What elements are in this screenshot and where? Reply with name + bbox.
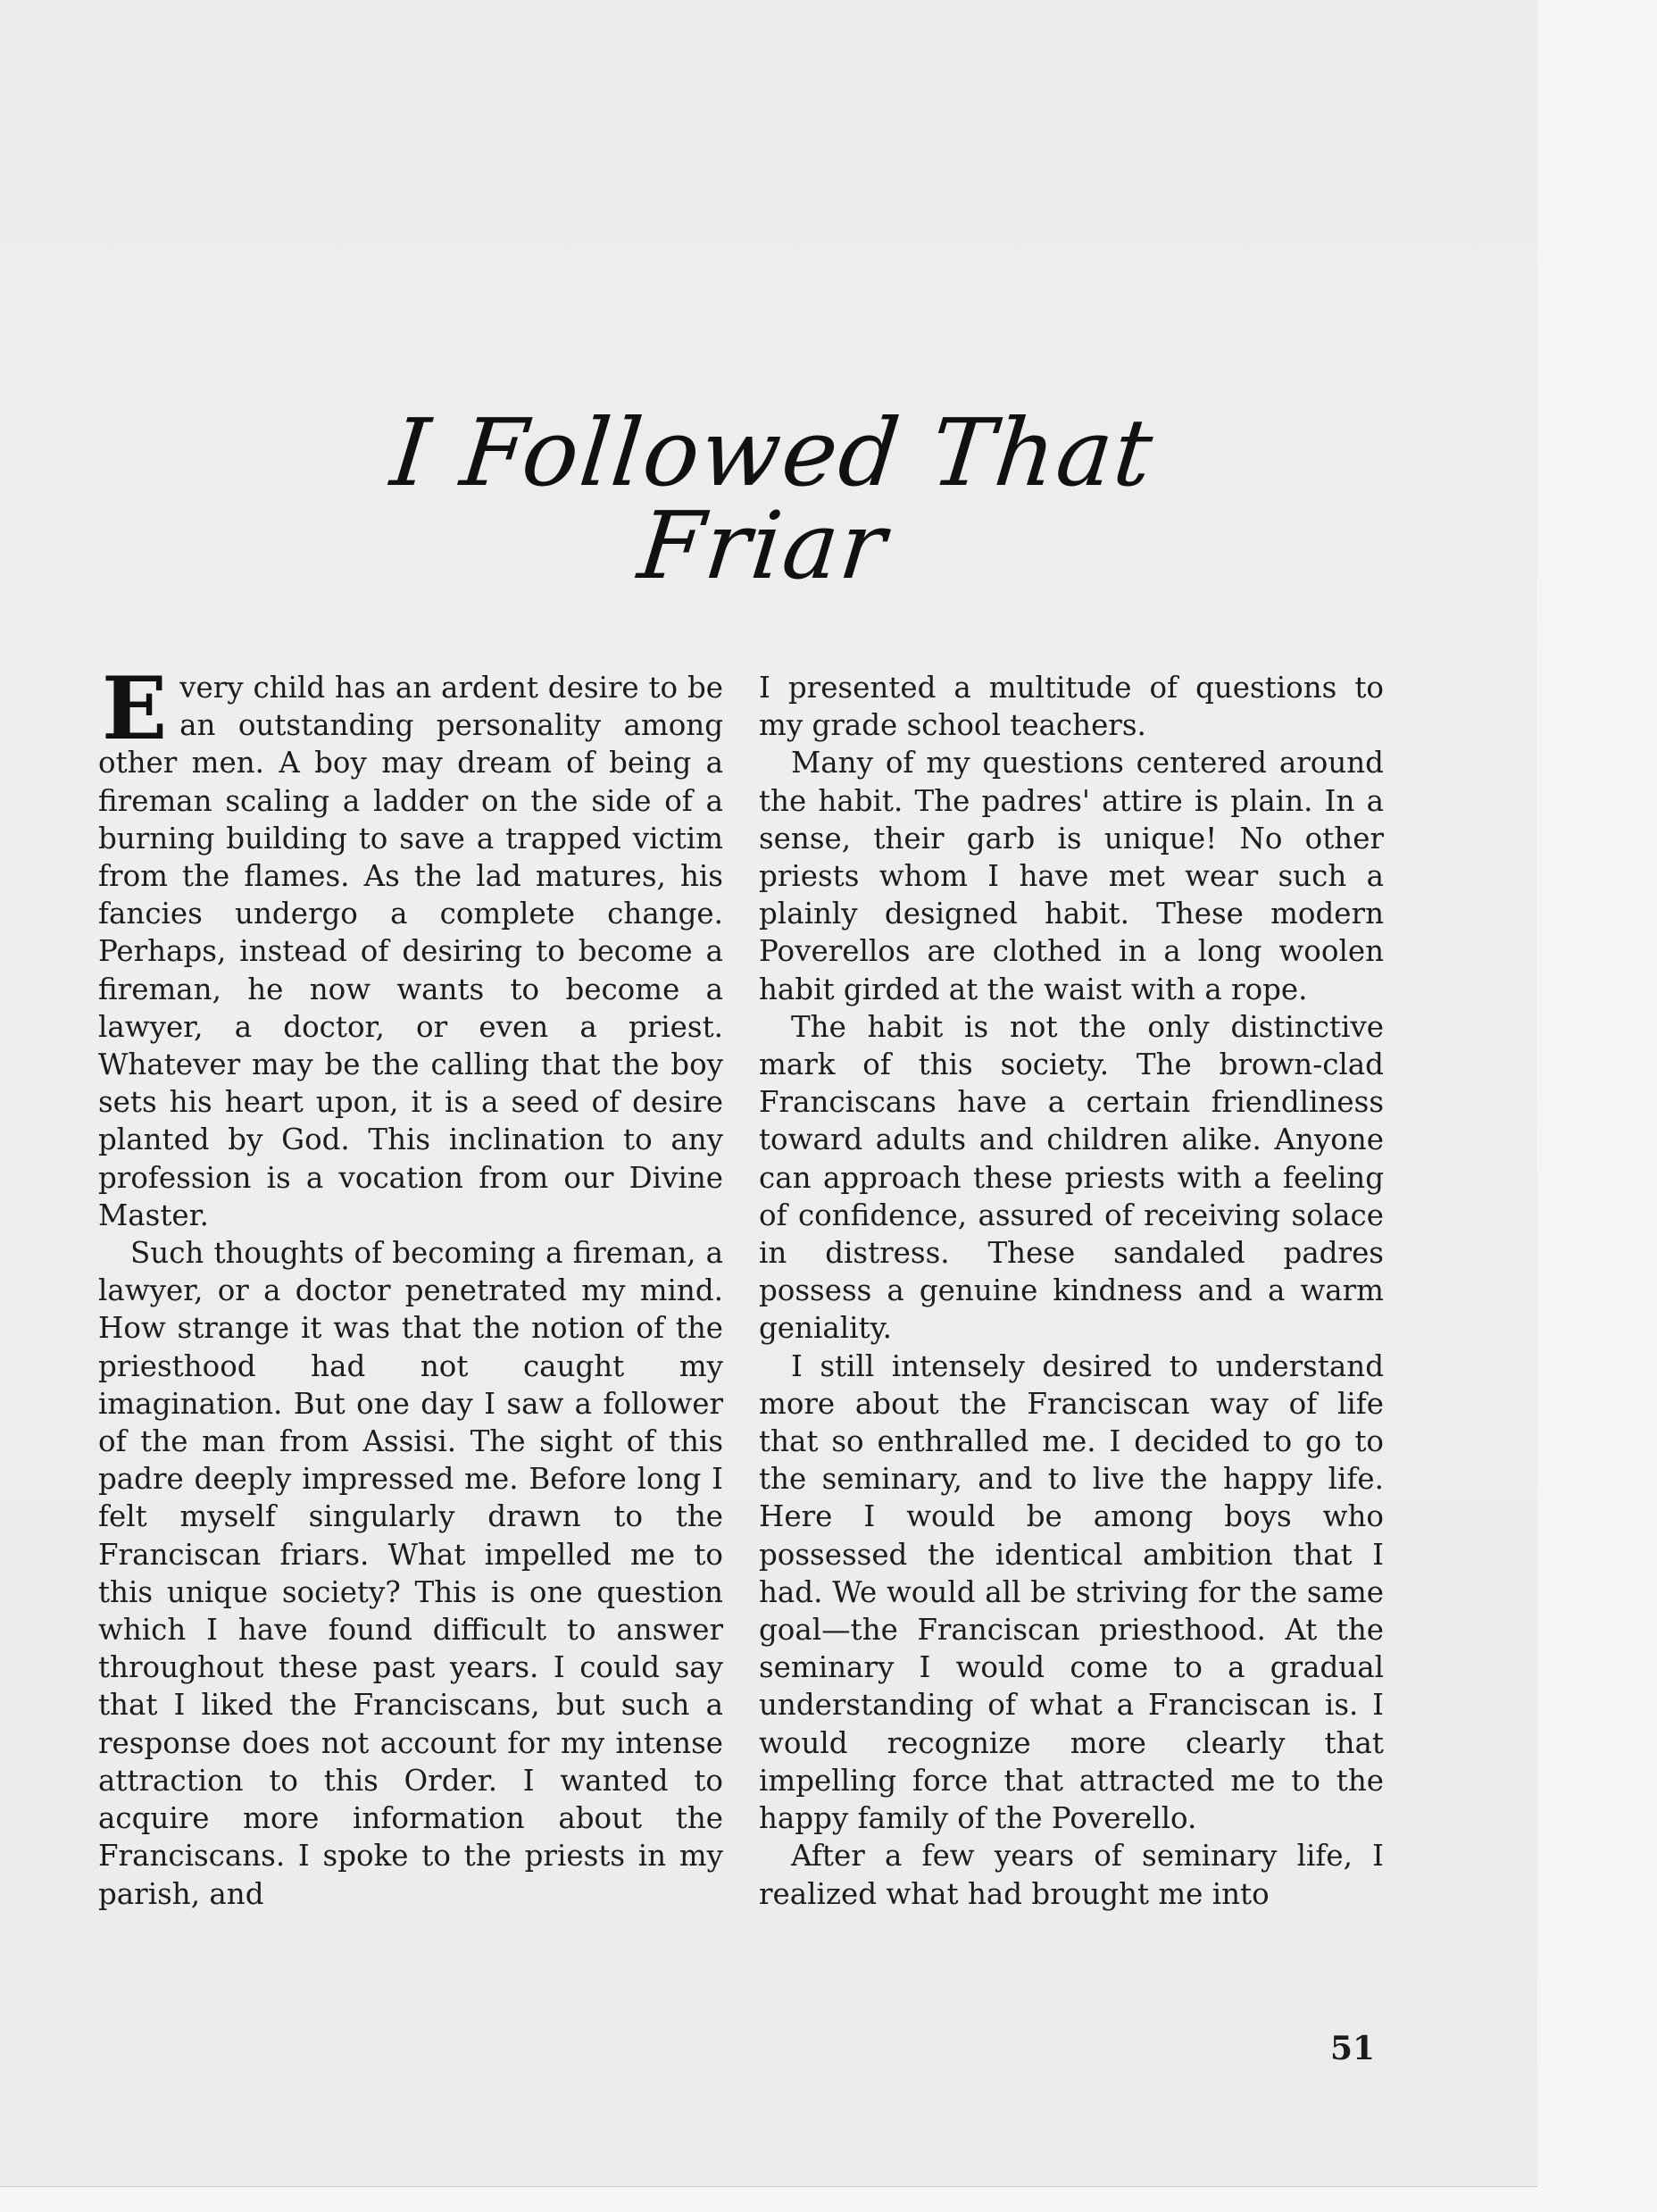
paragraph-4: The habit is not the only distinctive mark of this society. The brown-clad Franciscans have a certain friendliness toward adults and children alike. Anyone can approach these priests with a feeling of confidence, assured of receiving solace in distress. These sandaled padres possess a genuine kindness and a warm geniality. — [759, 1009, 1384, 1346]
page-number: 51 — [1330, 2030, 1376, 2067]
article-title: I Followed That Friar — [386, 398, 1160, 600]
right-column — [759, 669, 1384, 1913]
background-bottom-margin — [0, 2187, 1657, 2212]
paragraph-2-continued: I presented a multitude of questions to my grade school teachers. — [759, 671, 1384, 743]
paragraph-6: After a few years of seminary life, I realized what had brought me into — [759, 1839, 1384, 1911]
left-column — [98, 658, 723, 1913]
background-margin — [1537, 0, 1657, 2212]
paragraph-2: Such thoughts of becoming a fireman, a lawyer, or a doctor penetrated my mind. How strange it was that the notion of the priesthood had not caught my imagination. But one day I saw a follower of the man from Assisi. The sight of this padre deeply impressed me. Before long I felt myself singularly drawn to the Franciscan friars. What impelled me to this unique society? This is one question which I have found difficult to answer throughout these past years. I could say that I liked the Franciscans, but such a response does not account for my intense attraction to this Order. I wanted to acquire more information about the Franciscans. I spoke to the priests in my parish, and — [98, 1236, 723, 1911]
paragraph-1-text: very child has an ardent desire to be an outstanding personality among other men. A boy may dream of being a fireman scaling a ladder on the side of a burning building to save a trapped victim from the flames. As the lad matures, his fancies undergo a complete change. Perhaps, instead of desiring to become a fireman, he now wants to become a lawyer, a doctor, or even a priest. Whatever may be the calling that the boy sets his heart upon, it is a seed of desire planted by God. This inclination to any profession is a vocation from our Divine Master. — [98, 671, 723, 1232]
paragraph-5: I still intensely desired to understand more about the Franciscan way of life that so enthralled me. I decided to go to the seminary, and to live the happy life. Here I would be among boys who possessed the identical ambition that I had. We would all be striving for the same goal—the Franciscan priesthood. At the seminary I would come to a gradual understanding of what a Franciscan is. I would recognize more clearly that impelling force that attracted me to the happy family of the Poverello. — [759, 1348, 1384, 1836]
paragraph-3: Many of my questions centered around the habit. The padres' attire is plain. In a sense, their garb is unique! No other priests whom I have met wear such a plainly designed habit. These modern Poverellos are clothed in a long woolen habit girded at the waist with a rope. — [759, 746, 1384, 1006]
drop-cap: E — [102, 658, 168, 759]
paragraph-1 — [98, 658, 723, 1234]
